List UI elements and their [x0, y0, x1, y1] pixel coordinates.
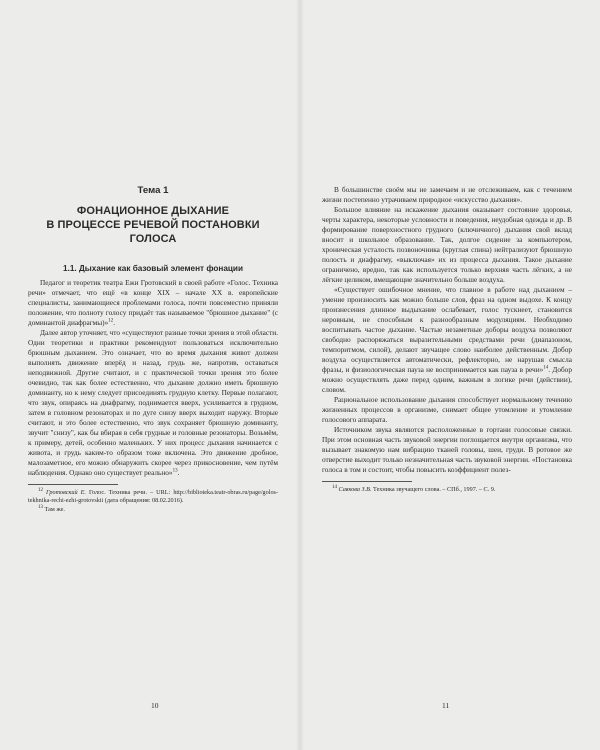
footnote-divider — [28, 484, 118, 485]
left-paragraph-2: Далее автор уточняет, что «существуют разные точки зрения в этой области. Одни теоретики и практики рекомендуют пользоваться исключительно брюшным дыханием. Это означает, что во время дыхания живот должен выполнять движение вперёд и назад, грудь же, напротив, оставаться неподвижной. Другие считают, и с практической точки зрения это более очевидно, так как более естественно, что дыхание должно иметь брюшную доминанту, но к нему следует присоединять грудную клетку. Первые полагают, что звук, опираясь на диафрагму, поднимается вверх, усиливается в грудном, затем в головном резонаторах и по дуге снизу вверх выходит наружу. Вторые считают, и это более естественно, что звук сохраняет брюшную доминанту, звучит "снизу", как бы вбирая в себя грудные и головные резонаторы. Возьмём, к примеру, детей, особенно маленьких. У них процесс дыхания начинается с живота, и грудь каким-то образом тоже включена. Это движение дробное, малозаметное, его можно обнаружить скорее через прикосновение, чем путём наблюдения. Однако оно существует реально»$^{13}$. — [28, 328, 278, 477]
chapter-title-line2: В ПРОЦЕССЕ РЕЧЕВОЙ ПОСТАНОВКИ ГОЛОСА — [46, 219, 260, 245]
right-paragraph-3: «Существует ошибочное мнение, что главное в работе над дыханием – умение произносить как можно больше слов, фраз на одном выдохе. К концу произнесения длинное выдыхание ослабевает, голос тускнеет, становится неровным, не способным к разнообразным модуляциям. Необходимо воспитывать частое дыхание. Частые незаметные доборы воздуха позволяют свободно распоряжаться выразительными средствами речи (диапазоном, темпоритмом, силой), делают звучащее слово наиболее действенным. Добор воздуха осуществляется автоматически, рефлекторно, не нарушая смысла фразы, и физиологическая пауза не воспринимается как пауза в речи»$^{14}$. Добор можно осуществлять даже перед одним, важным в логике речи (действии), словом. — [322, 285, 572, 394]
chapter-title — [28, 204, 278, 246]
right-paragraph-5: Источником звука являются расположенные в гортани голосовые связки. При этом основная часть звуковой энергии поглощается внутри организма, что вызывает знакомую нам вибрацию тканей головы, шеи, груди. В ротовое же отверстие выходит только незначительная часть звуковой энергии. «Постановка голоса в том и состоит, чтобы повысить коэффициент полез- — [322, 425, 572, 474]
footnote-ref-13: 13 — [172, 468, 178, 474]
right-page — [300, 0, 600, 750]
right-paragraph-4: Рациональное использование дыхания способствует нормальному течению жизненных процессов в организме, снимает общее утомление и утомление голосового аппарата. — [322, 395, 572, 424]
footnote-14: $^{14}$ Савкова З.В. Техника звучащего слова. – СПб., 1997. – С. 9. — [332, 484, 496, 493]
chapter-title-line1: ФОНАЦИОННОЕ ДЫХАНИЕ — [76, 205, 230, 217]
page-number-left: 10 — [151, 701, 159, 710]
footnote-ref-12: 12 — [108, 318, 114, 324]
section-title: 1.1. Дыхание как базовый элемент фонации — [63, 264, 243, 273]
footnote-13: $^{13}$ Там же. — [38, 504, 65, 513]
footnote-divider — [322, 481, 412, 482]
right-paragraph-1: В большинстве своём мы не замечаем и не отслеживаем, как с течением жизни постепенно утрачиваем природное «искусство дыхания». — [322, 185, 572, 204]
chapter-label: Тема 1 — [137, 185, 169, 196]
page-number-right: 11 — [442, 701, 450, 710]
footnote-12: $^{12}$ Гротовский Е. Голос. Техника речи. – URL: http://biblioteka.teatr-obras.ru/page/golos-tekhnika-rechi-ezhi-grotovskii (дата обращения: 08.02.2016). — [28, 487, 279, 505]
right-paragraph-2: Большое влияние на искажение дыхания оказывает состояние здоровья, черты характера, некоторые условности и поведения, неудобная одежда и др. В формирование поверхностного грудного (ключичного) дыхания свой вклад вносит и школьное образование. Так, долгое сидение за компьютером, хроническая усталость позвоночника (круглая спина) нейтрализуют брюшную полость и диафрагму, «выключая» их из процесса дыхания. Такое дыхание ограничено, вредно, так как используется только верхняя часть лёгких, а не лёгкие целиком, вмещающие значительно больше воздуха. — [322, 205, 572, 284]
footnote-ref-14: 14 — [543, 365, 549, 371]
left-paragraph-1: Педагог и теоретик театра Ежи Гротовский в своей работе «Голос. Техника речи» отмечает, что ещё «в конце XIX – начале XX в. европейские специалисты, занимающиеся проблемами голоса, почти повсеместно приняли положение, что полноту голосу придаёт так называемое "брюшное дыхание" (с доминантой диафрагмы)»$^{12}$. — [28, 278, 278, 327]
